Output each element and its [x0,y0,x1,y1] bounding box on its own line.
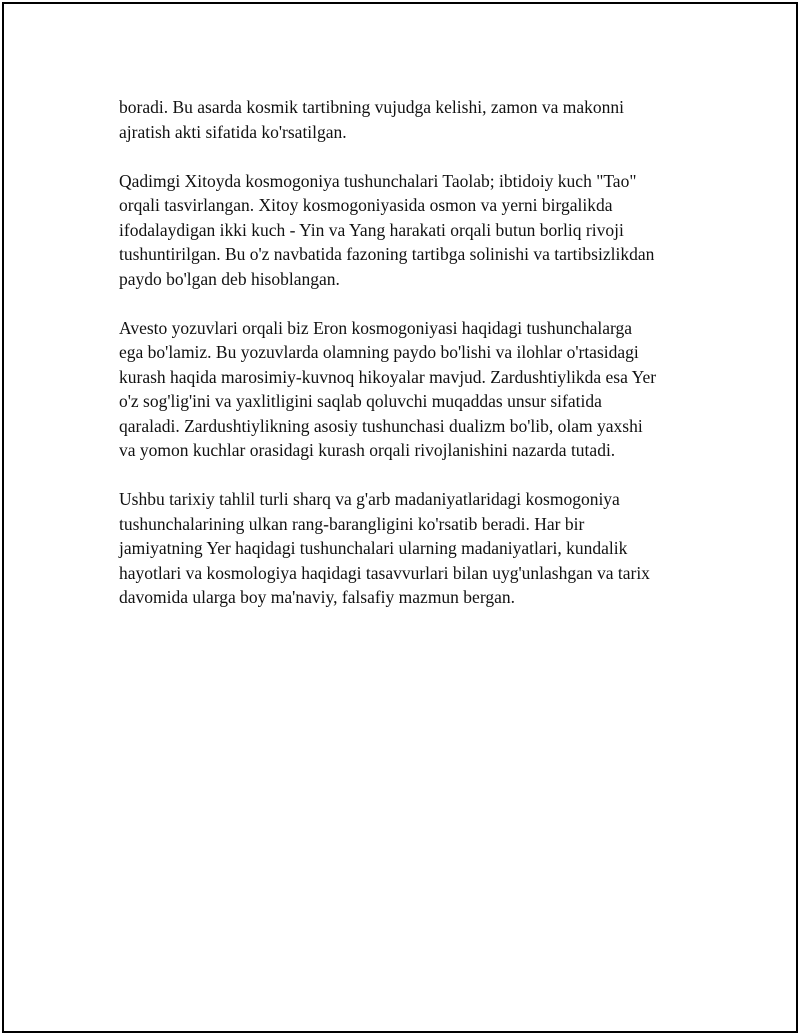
paragraph: boradi. Bu asarda kosmik tartibning vujudga kelishi, zamon va makonni ajratish akti sifatida ko'rsatilgan. [119,97,624,142]
paragraph: Qadimgi Xitoyda kosmogoniya tushunchalari Taolab; ibtidoiy kuch "Tao" orqali tasvirlangan. Xitoy kosmogoniyasida osmon va yerni birgalikda ifodalaydigan ikki kuch - Yin va Yang harakati orqali butun borliq rivoji tushuntirilgan. Bu o'z navbatida fazoning tartibga solinishi va tartibsizlikdan paydo bo'lgan deb hisoblangan. [119,170,655,289]
paragraph: Avesto yozuvlari orqali biz Eron kosmogoniyasi haqidagi tushunchalarga ega bo'lamiz. Bu yozuvlarda olamning paydo bo'lishi va ilohlar o'rtasidagi kurash haqida marosimiy-kuvnoq hikoyalar mavjud. Zardushtiylikda esa Yer o'z sog'lig'ini va yaxlitligini saqlab qoluvchi muqaddas unsur sifatida qaraladi. Zardushtiylikning asosiy tushunchasi dualizm bo'lib, olam yaxshi va yomon kuchlar orasidagi kurash orqali rivojlanishini nazarda tutadi. [119,317,657,460]
document-page [2,2,798,1033]
paragraph: Ushbu tarixiy tahlil turli sharq va g'arb madaniyatlaridagi kosmogoniya tushunchalarining ulkan rang-barangligini ko'rsatib beradi. Har bir jamiyatning Yer haqidagi tushunchalari ularning madaniyatlari, kundalik hayotlari va kosmologiya haqidagi tasavvurlari bilan uyg'unlashgan va tarix davomida ularga boy ma'naviy, falsafiy mazmun bergan. [119,489,650,607]
document-body [119,95,699,634]
